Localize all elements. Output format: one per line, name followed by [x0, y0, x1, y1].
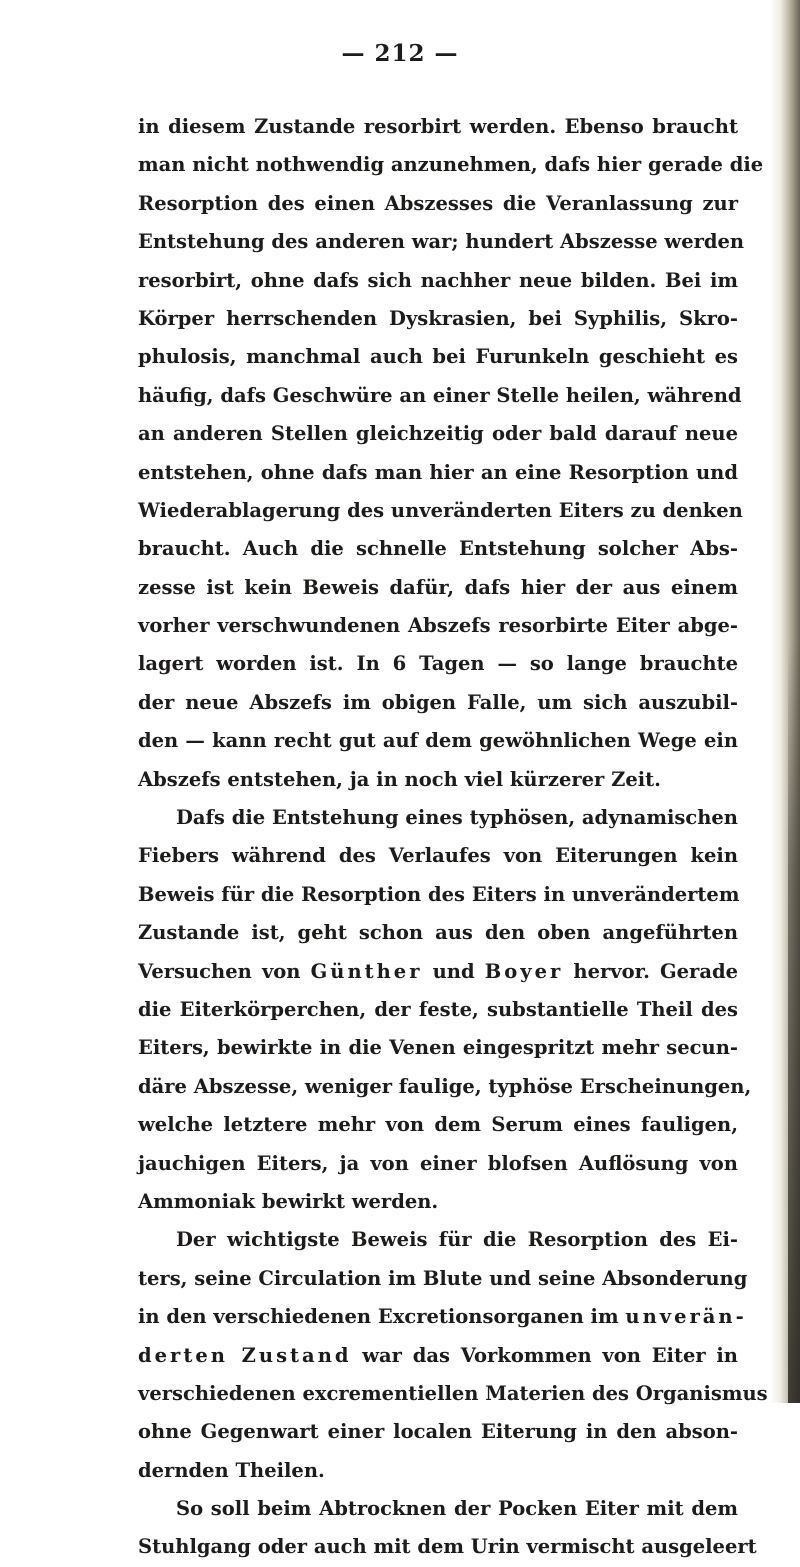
paragraph-start: Dafs die Entstehung eines typhösen, adynamischen	[176, 806, 738, 830]
text-line: vorher verschwundenen Abszefs resorbirte Eiter abge-	[138, 614, 738, 638]
text-line: phulosis, manchmal auch bei Furunkeln geschieht es	[138, 345, 738, 369]
text-line: jauchigen Eiters, ja von einer blofsen Auflösung von	[138, 1151, 738, 1175]
text-line: Resorption des einen Abszesses die Veranlassung zur	[138, 191, 738, 215]
text-line: verschiedenen excrementiellen Materien des Organismus	[138, 1381, 768, 1405]
text-line: Körper herrschenden Dyskrasien, bei Syphilis, Skro-	[138, 306, 738, 330]
text-line: resorbirt, ohne dafs sich nachher neue bilden. Bei im	[138, 268, 738, 292]
text-line	[138, 1298, 747, 1336]
paragraph-start: So soll beim Abtrocknen der Pocken Eiter mit dem	[176, 1497, 738, 1521]
text-line: däre Abszesse, weniger faulige, typhöse Erscheinungen,	[138, 1074, 752, 1098]
text-line: der neue Abszefs im obigen Falle, um sich auszubil-	[138, 690, 738, 714]
text-segment: Versuchen von	[138, 959, 311, 983]
author-name-boyer: Boyer	[484, 959, 564, 983]
text-line: in diesem Zustande resorbirt werden. Ebenso braucht	[138, 115, 738, 138]
text-line	[138, 953, 738, 991]
binding-shadow	[788, 640, 800, 1403]
emphasized-text: derten Zustand	[138, 1343, 352, 1367]
text-line: Fiebers während des Verlaufes von Eiterungen kein	[138, 844, 738, 868]
emphasized-text: unverän-	[625, 1305, 747, 1329]
text-line: häufig, dafs Geschwüre an einer Stelle heilen, während	[138, 383, 742, 407]
text-line: dernden Theilen.	[138, 1458, 325, 1482]
text-line: entstehen, ohne dafs man hier an eine Resorption und	[138, 460, 738, 484]
text-line: Wiederablagerung des unveränderten Eiters zu denken	[138, 498, 743, 522]
text-line: den — kann recht gut auf dem gewöhnlichen Wege ein	[138, 729, 738, 753]
text-line: an anderen Stellen gleichzeitig oder bald darauf neue	[138, 422, 738, 446]
text-line: Abszefs entstehen, ja in noch viel kürzerer Zeit.	[138, 767, 661, 791]
page-number: — 212 —	[341, 40, 459, 67]
text-segment: hervor. Gerade	[563, 959, 738, 983]
text-line: die Eiterkörperchen, der feste, substantielle Theil des	[138, 997, 738, 1021]
text-segment: und	[422, 959, 485, 983]
text-line: Stuhlgang oder auch mit dem Urin vermischt ausgeleert	[138, 1535, 757, 1559]
text-line: welche letztere mehr von dem Serum eines fauligen,	[138, 1113, 738, 1137]
text-line: braucht. Auch die schnelle Entstehung solcher Abs-	[138, 537, 738, 561]
text-line: ters, seine Circulation im Blute und seine Absonderung	[138, 1266, 748, 1290]
text-line: Zustande ist, geht schon aus den oben angeführten	[138, 921, 738, 945]
text-segment: in den verschiedenen Excretionsorganen im	[138, 1305, 626, 1329]
text-line: Entstehung des anderen war; hundert Abszesse werden	[138, 230, 745, 254]
paragraph-start: Der wichtigste Beweis für die Resorption des Ei-	[176, 1228, 738, 1252]
body-text	[138, 108, 768, 1567]
text-segment: war das Vorkommen von Eiter in	[351, 1343, 738, 1367]
text-line: lagert worden ist. In 6 Tagen — so lange brauchte	[138, 652, 738, 676]
text-line: man nicht nothwendig anzunehmen, dafs hier gerade die	[138, 153, 764, 177]
text-line: Eiters, bewirkte in die Venen eingespritzt mehr secun-	[138, 1036, 738, 1060]
text-line	[138, 1337, 738, 1375]
author-name-guenther: Günther	[310, 959, 423, 983]
text-line: ohne Gegenwart einer localen Eiterung in den abson-	[138, 1420, 738, 1444]
text-line: Beweis für die Resorption des Eiters in unverändertem	[138, 882, 740, 906]
text-line: zesse ist kein Beweis dafür, dafs hier der aus einem	[138, 575, 738, 599]
text-line: Ammoniak bewirkt werden.	[138, 1189, 439, 1213]
